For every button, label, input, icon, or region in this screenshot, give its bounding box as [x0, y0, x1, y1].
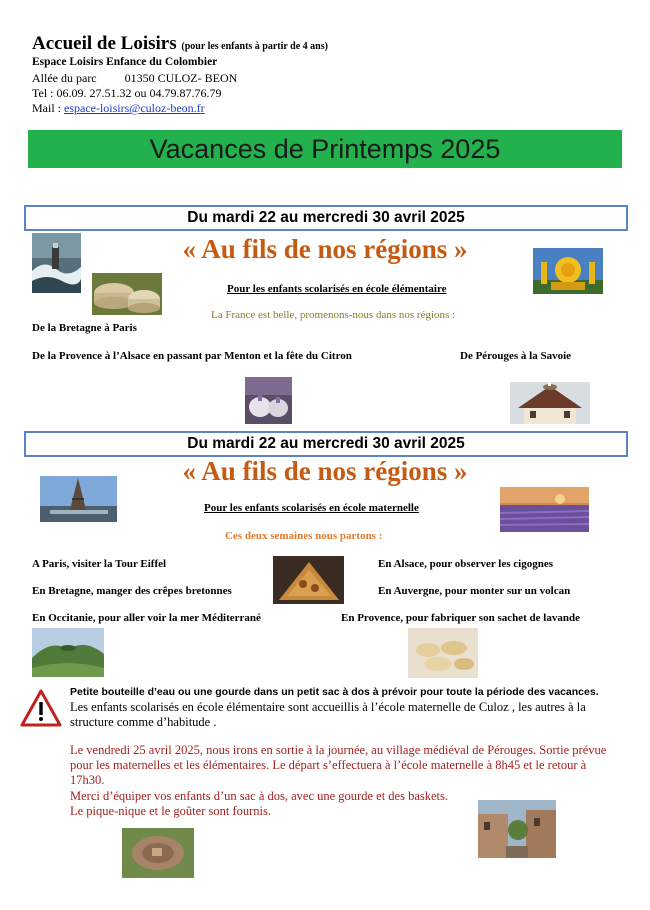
mail-link[interactable]: espace-loisirs@culoz-beon.fr — [64, 101, 205, 115]
section2-intro: Ces deux semaines nous partons : — [225, 530, 383, 542]
organization-name: Espace Loisirs Enfance du Colombier — [32, 56, 218, 68]
lighthouse-photo — [32, 233, 81, 293]
age-note: (pour les enfants à partir de 4 ans) — [181, 41, 328, 52]
cheese-photo — [92, 273, 162, 315]
section1-audience: Pour les enfants scolarisés en école élémentaire — [227, 283, 447, 295]
vacation-banner: Vacances de Printemps 2025 — [28, 130, 622, 168]
volcano-photo — [32, 628, 104, 677]
section1-item: De la Provence à l’Alsace en passant par Menton et la fête du Citron — [32, 350, 352, 362]
lemon-festival-photo — [533, 248, 603, 294]
section2-theme: « Au fils de nos régions » — [182, 456, 468, 486]
section2-audience: Pour les enfants scolarisés en école maternelle — [204, 502, 419, 514]
perouges-aerial-photo — [122, 828, 194, 878]
section1-theme: « Au fils de nos régions » — [182, 234, 468, 264]
center-name: Accueil de Loisirs (pour les enfants à partir de 4 ans) — [32, 33, 328, 54]
warning-triangle-icon — [20, 689, 62, 727]
section2-item: A Paris, visiter la Tour Eiffel — [32, 558, 167, 570]
mail-line: Mail : espace-loisirs@culoz-beon.fr — [32, 101, 205, 115]
section2-dates: Du mardi 22 au mercredi 30 avril 2025 — [24, 431, 628, 457]
address: Allée du parc 01350 CULOZ- BEON — [32, 71, 238, 85]
lavender-field-photo — [500, 487, 589, 532]
section1-item: De Pérouges à la Savoie — [460, 350, 572, 362]
notice-info: Les enfants scolarisés en école élémentaire sont accueillis à l’école maternelle de Culoz , les autres à la structure comme d’habitude . — [70, 700, 586, 729]
eiffel-tower-photo — [40, 476, 117, 522]
bread-rolls-photo — [408, 628, 478, 678]
notice-warning: Petite bouteille d’eau ou une gourde dans un petit sac à dos à prévoir pour toute la période des vacances. — [70, 686, 599, 698]
perouges-street-photo — [478, 800, 556, 858]
lavender-sachet-photo — [245, 377, 292, 424]
section1-intro: La France est belle, promenons-nous dans nos régions : — [211, 309, 456, 321]
crepes-photo — [273, 556, 344, 604]
notice-outing: Le vendredi 25 avril 2025, nous irons en sortie à la journée, au village médiéval de Pérouges. Sortie prévue pour les maternelles et les élémentaires. Le départ s’effectuera à l’école maternelle à 8h45 et le retour à 17h30. — [70, 743, 607, 787]
section1-item: De la Bretagne à Paris — [32, 322, 137, 334]
section2-item: En Occitanie, pour aller voir la mer Méditerrané — [32, 612, 261, 624]
section2-item: En Auvergne, pour monter sur un volcan — [378, 585, 571, 597]
notice-equipment: Merci d’équiper vos enfants d’un sac à dos, avec une gourde et des baskets. — [70, 789, 448, 803]
section2-item: En Provence, pour fabriquer son sachet de lavande — [341, 612, 580, 624]
notice-picnic: Le pique-nique et le goûter sont fournis. — [70, 804, 271, 818]
section2-item: En Alsace, pour observer les cigognes — [378, 558, 553, 570]
section1-dates: Du mardi 22 au mercredi 30 avril 2025 — [24, 205, 628, 231]
telephone: Tel : 06.09. 27.51.32 ou 04.79.87.76.79 — [32, 86, 222, 100]
stork-nest-photo — [510, 382, 590, 424]
section2-item: En Bretagne, manger des crêpes bretonnes — [32, 585, 232, 597]
